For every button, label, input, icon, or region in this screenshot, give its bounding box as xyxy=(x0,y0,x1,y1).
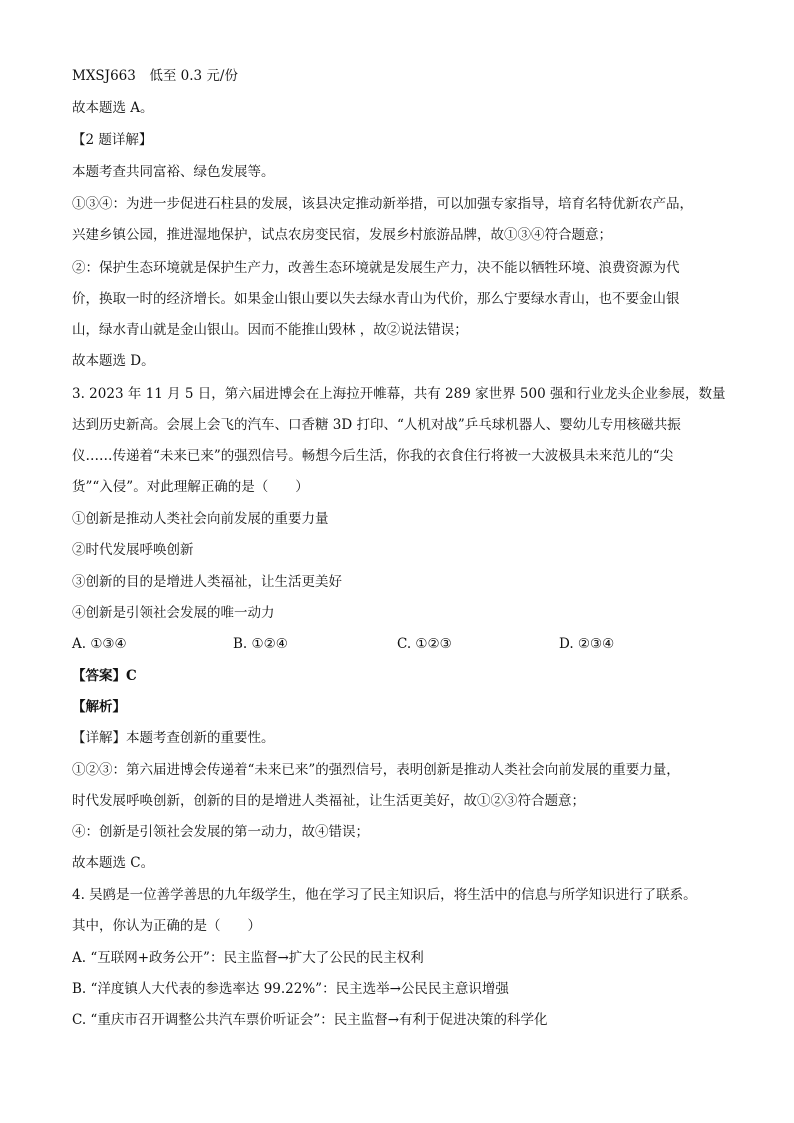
q3-stem-line1: 3. 2023 年 11 月 5 日，第六届进博会在上海拉开帷幕，共有 289 家世界 500 强和行业龙头企业参展，数量 xyxy=(72,386,726,402)
q3-item: ④创新是引领社会发展的唯一动力 xyxy=(72,605,275,621)
q3-detail1-line1: ①②③：第六届进博会传递着“未来已来”的强烈信号，表明创新是推动人类社会向前发展的重要力量， xyxy=(72,762,680,778)
q2-section-label: 【2 题详解】 xyxy=(72,132,153,148)
q3-option-c: C. ①②③ xyxy=(397,636,452,652)
q2-para1-line2: 兴建乡镇公园，推进湿地保护，试点农房变民宿，发展乡村旅游品牌，故①③④符合题意； xyxy=(72,227,612,243)
q3-detail: 【详解】本题考查创新的重要性。 xyxy=(72,730,275,746)
q3-detail2: ④：创新是引领社会发展的第一动力，故④错误； xyxy=(72,824,369,840)
q2-para1-line1: ①③④：为进一步促进石柱县的发展，该县决定推动新举措，可以加强专家指导，培育名特优新农产品， xyxy=(72,196,693,212)
q3-analysis-label: 【解析】 xyxy=(72,699,126,715)
q4-option-a: A. “互联网+政务公开”：民主监督→扩大了公民的民主权利 xyxy=(72,950,424,966)
q4-stem-line2: 其中，你认为正确的是（ ） xyxy=(72,918,261,934)
q4-stem-line1: 4. 吴鸥是一位善学善思的九年级学生，他在学习了民主知识后，将生活中的信息与所学知识进行了联系。 xyxy=(72,887,697,903)
q3-item: ②时代发展呼唤创新 xyxy=(72,542,194,558)
q4-option-b: B. “洋度镇人大代表的参选率达 99.22%”：民主选举→公民民主意识增强 xyxy=(72,981,509,997)
q3-option-d: D. ②③④ xyxy=(559,636,615,652)
q2-para2-line3: 山，绿水青山就是金山银山。因而不能推山毁林 ，故②说法错误； xyxy=(72,322,468,338)
q3-option-a: A. ①③④ xyxy=(72,636,127,652)
q3-answer-label: 【答案】C xyxy=(72,668,137,684)
q3-item: ①创新是推动人类社会向前发展的重要力量 xyxy=(72,511,329,527)
q3-stem-line2: 达到历史新高。会展上会飞的汽车、口香糖 3D 打印、“人机对战”乒乓球机器人、婴幼儿专用核磁共振 xyxy=(72,417,681,433)
q3-item: ③创新的目的是增进人类福祉，让生活更美好 xyxy=(72,574,342,590)
q2-topic: 本题考查共同富裕、绿色发展等。 xyxy=(72,164,275,180)
q3-stem-line3: 仪……传递着“未来已来”的强烈信号。畅想今后生活，你我的衣食住行将被一大波极具未来范儿的“尖 xyxy=(72,448,674,464)
q3-answer: 故本题选 C。 xyxy=(72,855,155,871)
q2-answer: 故本题选 D。 xyxy=(72,353,155,369)
header-code: MXSJ663 低至 0.3 元/份 xyxy=(72,68,238,84)
q4-option-c: C. “重庆市召开调整公共汽车票价听证会”：民主监督→有利于促进决策的科学化 xyxy=(72,1012,548,1028)
q3-option-b: B. ①②④ xyxy=(233,636,288,652)
q3-stem-line4: 货”“入侵”。对此理解正确的是（ ） xyxy=(72,479,309,495)
q2-para2-line2: 价，换取一时的经济增长。如果金山银山要以失去绿水青山为代价，那么宁要绿水青山，也不要金山银 xyxy=(72,291,680,307)
q2-choice-line: 故本题选 A。 xyxy=(72,100,154,116)
q2-para2-line1: ②：保护生态环境就是保护生产力，改善生态环境就是发展生产力，决不能以牺牲环境、浪费资源为代 xyxy=(72,260,680,276)
q3-detail1-line2: 时代发展呼唤创新，创新的目的是增进人类福祉，让生活更美好，故①②③符合题意； xyxy=(72,793,585,809)
